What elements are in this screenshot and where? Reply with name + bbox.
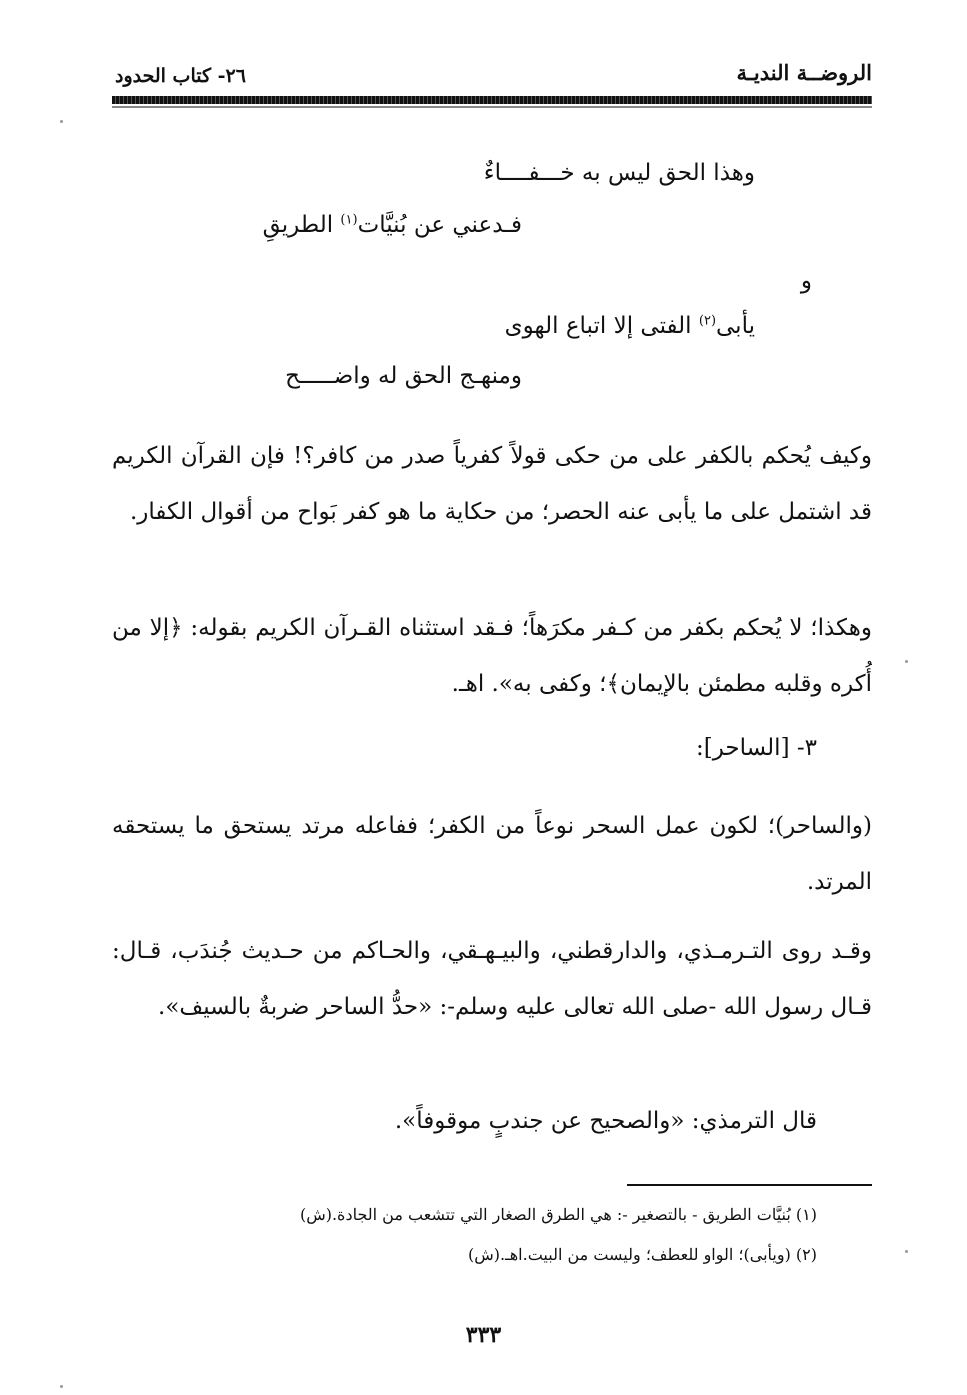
verse-line-3-tail: الفتى إلا اتباع الهوى [504,313,699,339]
scan-speck [905,1250,908,1253]
footnote-ref-2: (٢) [698,313,717,329]
footnote-2: (٢) (ويأبى)؛ الواو للعطف؛ وليست من البيت.اهـ.(ش) [467,1245,817,1264]
footnote-ref-1: (١) [340,212,358,228]
footnote-1: (١) بُنيَّات الطريق - بالتصغير -: هي الطرق الصغار التي تتشعب من الجادة.(ش) [299,1205,817,1224]
paragraph-3: (والساحر)؛ لكون عمل السحر نوعاً من الكفر؛ ففاعله مرتد يستحق ما يستحقه المرتد. [112,813,872,895]
footnote-separator [627,1184,872,1186]
section-heading: ٣- [الساحر]: [696,735,817,761]
verse-line-2-text: فـدعني عن بُنيَّات [357,212,522,238]
verse-connector: و [800,268,812,294]
verse-line-3 [505,313,755,339]
scan-speck [905,660,908,663]
paragraph-5: قال الترمذي: «والصحيح عن جندبٍ موقوفاً». [394,1108,817,1134]
verse-line-2 [263,212,522,238]
verse-line-3-text: يأبى [716,313,755,339]
verse-line-4: ومنهـج الحق له واضـــــح [285,363,522,389]
scan-speck [60,120,63,123]
running-head-chapter: ٢٦- كتاب الحدود [115,65,246,87]
verse-line-2-tail: الطريقِ [262,212,341,238]
header-rule [112,96,872,104]
paragraph-4: وقـد روى التـرمـذي، والدارقطني، والبيـهـقي، والحـاكم من حـديث جُندَب، قـال: قـال رسول الله -صلى الله تعالى عليه وسلم-: «حدُّ الساحر ضربةٌ بالسيف». [112,938,872,1020]
paragraph-1: وكيف يُحكم بالكفر على من حكى قولاً كفرياً صدر من كافر؟! فإن القرآن الكريم قد اشتمل على ما يأبى عنه الحصر؛ من حكاية ما هو كفر بَواح من أقوال الكفار. [112,443,872,525]
page-number: ٣٣٣ [465,1322,502,1348]
header-rule-thin [112,106,872,108]
paragraph-2: وهكذا؛ لا يُحكم بكفر من كـفر مكرَهاً؛ فـقد استثناه القـرآن الكريم بقوله: ﴿إلا من أُكره وقلبه مطمئن بالإيمان﴾؛ وكفى به». اهـ. [112,615,872,697]
verse-line-1: وهذا الحق ليس به خـــفــــاءٌ [483,160,755,186]
scan-speck [60,1385,63,1388]
running-head-book-title: الروضــة النديـة [736,60,872,85]
